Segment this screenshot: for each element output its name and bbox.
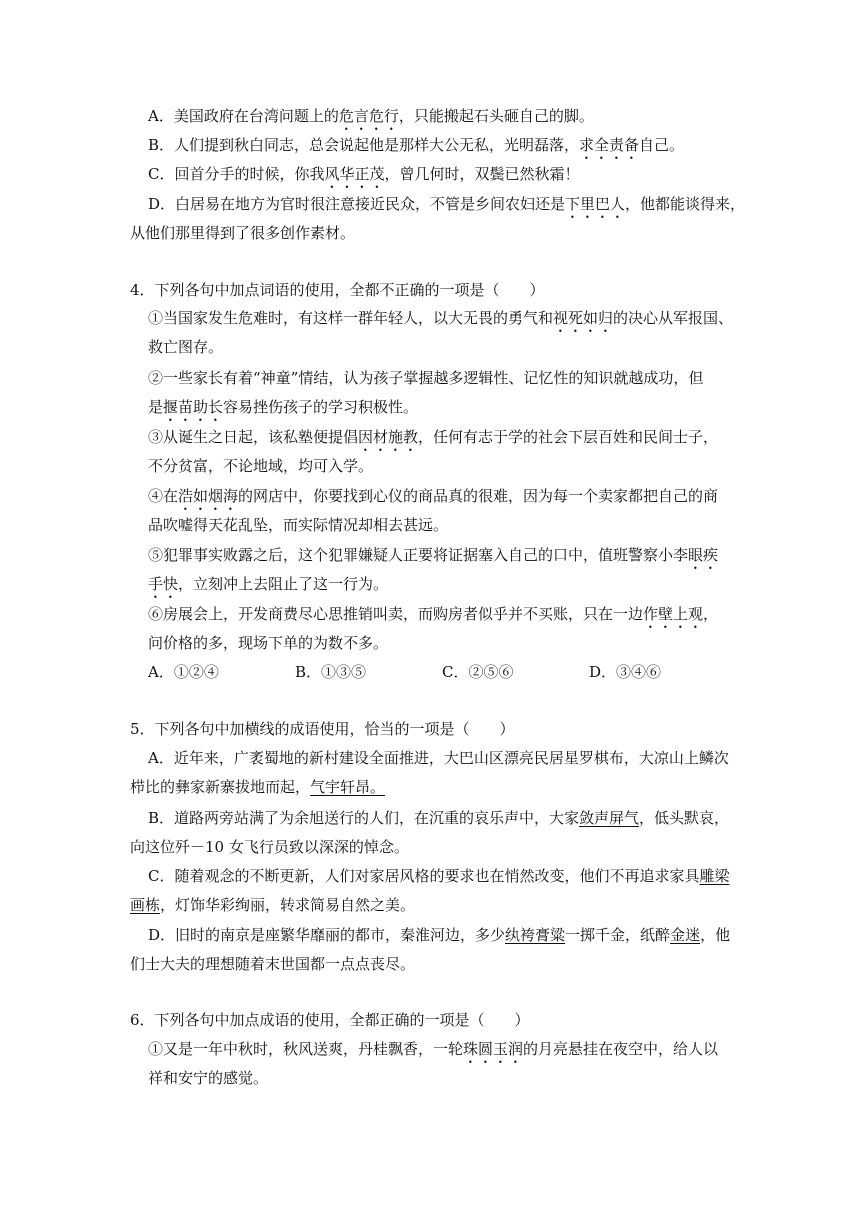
text: ①当国家发生危难时，有这样一群年轻人，以大无畏的勇气和 <box>148 309 554 327</box>
dotted-idiom: 手快 <box>148 575 179 593</box>
dotted-idiom: 下里巴人 <box>565 195 626 213</box>
dotted-idiom: 揠苗助长 <box>163 398 224 416</box>
text: D．白居易在地方为官时很注意接近民众，不管是乡间农妇还是 <box>148 195 566 213</box>
q4-sentence-6 <box>148 604 718 632</box>
answer-option-c[interactable]: C．②⑤⑥ <box>442 663 514 681</box>
text: C．随着观念的不断更新，人们对家居风格的要求也在悄然改变，他们不再追求家具 <box>148 867 700 885</box>
q4-sentence-5 <box>148 545 718 573</box>
q4-sentence-4-cont: 品吹嘘得天花乱坠，而实际情况却相去甚远。 <box>148 516 449 534</box>
q5-option-b-cont: 向这位歼－10 女飞行员致以深深的悼念。 <box>130 838 409 856</box>
dotted-idiom: 珠圆玉润 <box>463 1040 524 1058</box>
q5-option-c-cont <box>130 895 415 915</box>
q5-stem: 5．下列各句中加横线的成语使用，恰当的一项是（ ） <box>130 720 515 738</box>
underlined-idiom: 气宇轩昂。 <box>310 778 386 796</box>
q3-option-a <box>148 106 594 134</box>
dotted-idiom: 眼疾 <box>688 546 719 564</box>
q4-sentence-3-cont: 不分贫富，不论地域，均可入学。 <box>148 457 374 475</box>
text: B．道路两旁站满了为余旭送行的人们，在沉重的哀乐声中，大家 <box>148 809 580 827</box>
text: ①又是一年中秋时，秋风送爽，丹桂飘香，一轮 <box>148 1040 464 1058</box>
text: ，他 <box>700 926 731 944</box>
text: 的网店中，你要找到心仪的商品真的很难，因为每一个卖家都把自己的商 <box>238 487 719 505</box>
text: ⑥房展会上，开发商费尽心思推销叫卖，而购房者似乎并不买账，只在一边 <box>148 605 644 623</box>
underlined-idiom: 雕梁 <box>699 867 730 885</box>
q4-answer-options <box>148 662 736 682</box>
q3-option-c <box>148 164 580 192</box>
text: ⑤犯罪事实败露之后，这个犯罪嫌疑人正要将证据塞入自己的口中，值班警察小李 <box>148 546 689 564</box>
q4-sentence-2: ②一些家长有着“神童”情结，认为孩子掌握越多逻辑性、记忆性的知识就越成功，但 <box>148 369 704 387</box>
text: 的月亮悬挂在夜空中，给人以 <box>523 1040 719 1058</box>
q6-sentence-1 <box>148 1039 718 1067</box>
q6-sentence-1-cont: 祥和安宁的感觉。 <box>148 1069 269 1087</box>
underlined-idiom: 金迷 <box>670 926 701 944</box>
text: 的决心从军报国、 <box>613 309 734 327</box>
text: ，只能搬起石头砸自己的脚。 <box>398 107 594 125</box>
dotted-idiom: 危言危行 <box>338 107 399 125</box>
text: ， <box>703 605 719 623</box>
text: ，任何有志于学的社会下层百姓和民间士子， <box>418 428 719 446</box>
text: ，低头默哀， <box>639 809 730 827</box>
q4-stem: 4．下列各句中加点词语的使用，全都不正确的一项是（ ） <box>130 281 545 299</box>
text: ，他都能谈得来， <box>625 195 746 213</box>
text: A．美国政府在台湾问题上的 <box>148 107 339 125</box>
underlined-idiom: 纨袴膏粱 <box>505 926 566 944</box>
text: ，曾几何时，双鬓已然秋霜！ <box>384 165 580 183</box>
dotted-idiom: 作壁上观 <box>643 605 704 623</box>
text: 自己。 <box>639 136 685 154</box>
q4-sentence-1-cont: 救亡图存。 <box>148 338 224 356</box>
text: ，灯饰华彩绚丽，转求简易自然之美。 <box>160 896 416 914</box>
q4-sentence-2-cont <box>148 397 418 425</box>
dotted-idiom: 求全责备 <box>579 136 640 154</box>
text: 栉比的彝家新寨拔地而起， <box>130 778 311 796</box>
text: D．旧时的南京是座繁华靡丽的都市，秦淮河边，多少 <box>148 926 506 944</box>
q5-option-d <box>148 925 730 945</box>
dotted-idiom: 浩如烟海 <box>178 487 239 505</box>
dotted-idiom: 因材施教 <box>358 428 419 446</box>
text: ③从诞生之日起，该私塾便提倡 <box>148 428 359 446</box>
q5-option-a: A．近年来，广袤蜀地的新村建设全面推进，大巴山区漂亮民居星罗棋布，大凉山上鳞次 <box>148 749 729 767</box>
underlined-idiom: 画栋 <box>130 896 161 914</box>
answer-option-b[interactable]: B．①③⑤ <box>295 663 367 681</box>
answer-option-d[interactable]: D．③④⑥ <box>589 663 662 681</box>
q5-option-a-cont <box>130 777 385 797</box>
text: C．回首分手的时候，你我 <box>148 165 325 183</box>
underlined-idiom: 敛声屏气 <box>579 809 640 827</box>
text: 容易挫伤孩子的学习积极性。 <box>223 398 419 416</box>
text: 一掷千金，纸醉 <box>565 926 671 944</box>
q5-option-c <box>148 866 730 886</box>
q5-option-d-cont: 们士大夫的理想随着末世国都一点点丧尽。 <box>130 955 416 973</box>
text: ④在 <box>148 487 179 505</box>
text: ，立刻冲上去阻止了这一行为。 <box>178 575 389 593</box>
answer-option-a[interactable]: A．①②④ <box>148 663 219 681</box>
text: 是 <box>148 398 164 416</box>
text: B．人们提到秋白同志，总会说起他是那样大公无私，光明磊落， <box>148 136 580 154</box>
q3-option-d-line1 <box>148 194 745 222</box>
q6-stem: 6．下列各句中加点成语的使用，全都正确的一项是（ ） <box>130 1011 530 1029</box>
q3-option-b <box>148 135 684 163</box>
q4-sentence-3 <box>148 427 718 455</box>
dotted-idiom: 视死如归 <box>553 309 614 327</box>
q4-sentence-4 <box>148 486 718 514</box>
q4-sentence-5-cont <box>148 574 388 602</box>
q4-sentence-1 <box>148 308 733 336</box>
q5-option-b <box>148 808 729 828</box>
dotted-idiom: 风华正茂 <box>324 165 385 183</box>
q3-option-d-line2: 从他们那里得到了很多创作素材。 <box>130 224 356 242</box>
q4-sentence-6-cont: 问价格的多，现场下单的为数不多。 <box>148 634 389 652</box>
